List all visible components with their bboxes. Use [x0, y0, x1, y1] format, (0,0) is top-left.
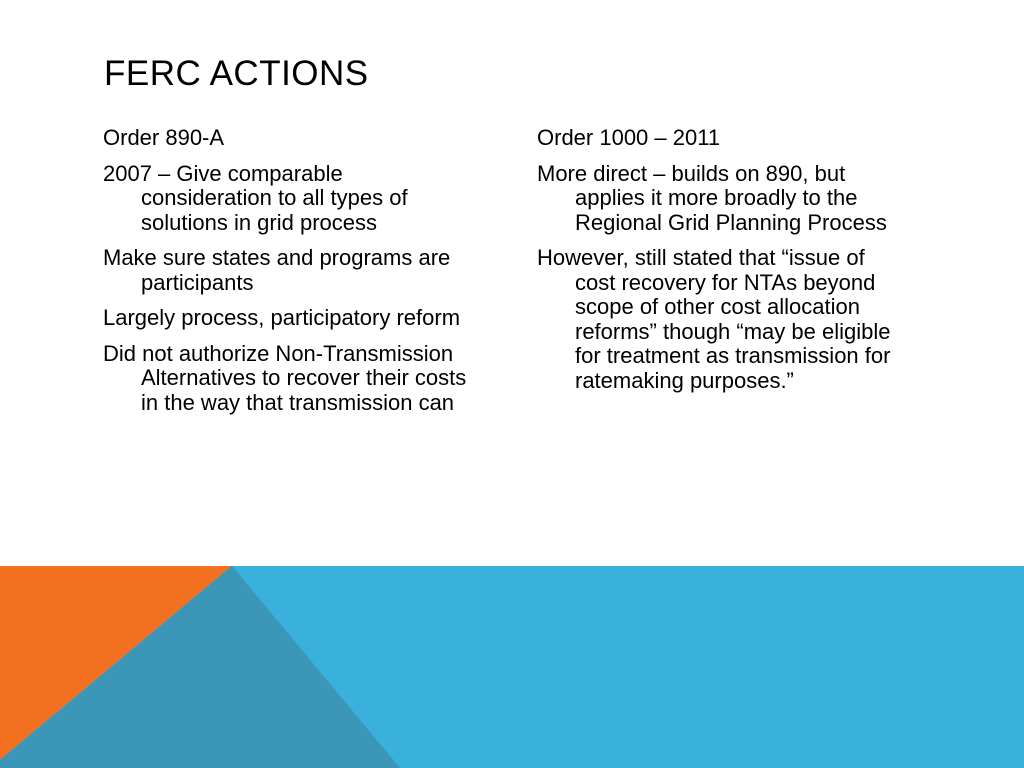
list-item: Order 890-A: [103, 125, 225, 150]
slide-title: FERC ACTIONS: [104, 54, 369, 93]
list-item: Largely process, participatory reform: [103, 305, 461, 330]
list-item: 2007 – Give comparable consideration to all types of solutions in grid process: [103, 160, 408, 235]
list-item: More direct – builds on 890, but applies it more broadly to the Regional Grid Planning Process: [537, 160, 887, 235]
left-column-list: [103, 126, 473, 426]
right-column-list: [537, 126, 907, 404]
list-item: Did not authorize Non-Transmission Alternatives to recover their costs in the way that transmission can: [103, 340, 467, 415]
list-item: However, still stated that “issue of cost recovery for NTAs beyond scope of other cost allocation reforms” though “may be eligible for treatment as transmission for ratemaking purposes.”: [537, 245, 891, 393]
list-item: Make sure states and programs are participants: [103, 245, 451, 295]
decorative-footer-band: [0, 566, 1024, 768]
list-item: Order 1000 – 2011: [537, 125, 721, 150]
